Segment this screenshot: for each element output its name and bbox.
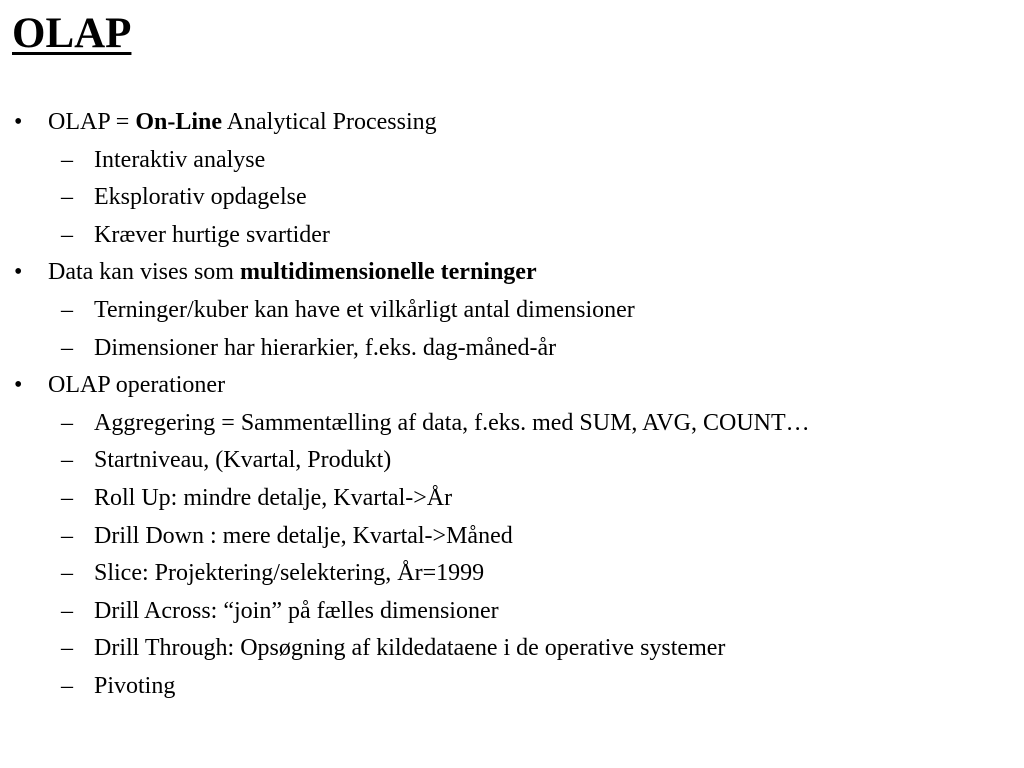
dash-marker: – [61,184,73,211]
bullet-item [0,254,1024,292]
sub-bullet-item [0,217,1024,255]
sub-bullet-text: Startniveau, (Kvartal, Produkt) [94,447,392,474]
bullet-text: OLAP operationer [48,372,226,399]
sub-bullet-text: Terninger/kuber kan have et vilkårligt antal dimensioner [94,296,635,323]
sub-bullet-item [0,442,1024,480]
sub-bullet-text: Eksplorativ opdagelse [94,184,307,211]
dash-marker: – [61,296,73,323]
dash-marker: – [61,447,73,474]
sub-bullet-item [0,480,1024,518]
sub-bullet-text: Drill Across: “join” på fælles dimensioner [94,597,499,624]
sub-bullet-item [0,179,1024,217]
sub-bullet-item [0,518,1024,556]
slide-title: OLAP [12,10,132,57]
dash-marker: – [61,221,73,248]
sub-bullet-item [0,630,1024,668]
bullet-text: Data kan vises som multidimensionelle terninger [48,259,537,286]
dash-marker: – [61,672,73,699]
sub-bullet-item [0,555,1024,593]
dash-marker: – [61,334,73,361]
dash-marker: – [61,597,73,624]
bold-term: multidimensionelle terninger [239,259,537,286]
bullet-item [0,104,1024,142]
sub-bullet-item [0,668,1024,706]
dash-marker: – [61,409,73,436]
sub-bullet-text: Kræver hurtige svartider [94,221,330,248]
dash-marker: – [61,560,73,587]
sub-bullet-text: Interaktiv analyse [94,146,266,173]
sub-bullet-item [0,142,1024,180]
sub-bullet-item [0,330,1024,368]
sub-bullet-text: Roll Up: mindre detalje, Kvartal->År [94,484,453,511]
bold-term: On-Line [135,109,223,135]
dash-marker: – [61,146,73,173]
sub-bullet-text: Drill Through: Opsøgning af kildedataene i de operative systemer [94,635,726,662]
dash-marker: – [61,635,73,662]
sub-bullet-text: Drill Down : mere detalje, Kvartal->Måned [94,522,513,549]
bullet-marker: • [14,109,23,135]
dash-marker: – [61,522,73,549]
sub-bullet-text: Pivoting [94,672,176,699]
sub-bullet-item [0,405,1024,443]
bullet-list [0,104,1024,706]
sub-bullet-item [0,593,1024,631]
bullet-marker: • [14,372,23,399]
bullet-item [0,367,1024,405]
bullet-text: OLAP = On-Line Analytical Processing [48,109,437,135]
sub-bullet-text: Dimensioner har hierarkier, f.eks. dag-måned-år [94,334,557,361]
bullet-marker: • [14,259,23,286]
sub-bullet-text: Aggregering = Sammentælling af data, f.eks. med SUM, AVG, COUNT… [94,409,810,436]
dash-marker: – [61,484,73,511]
sub-bullet-item [0,292,1024,330]
sub-bullet-text: Slice: Projektering/selektering, År=1999 [94,560,485,587]
